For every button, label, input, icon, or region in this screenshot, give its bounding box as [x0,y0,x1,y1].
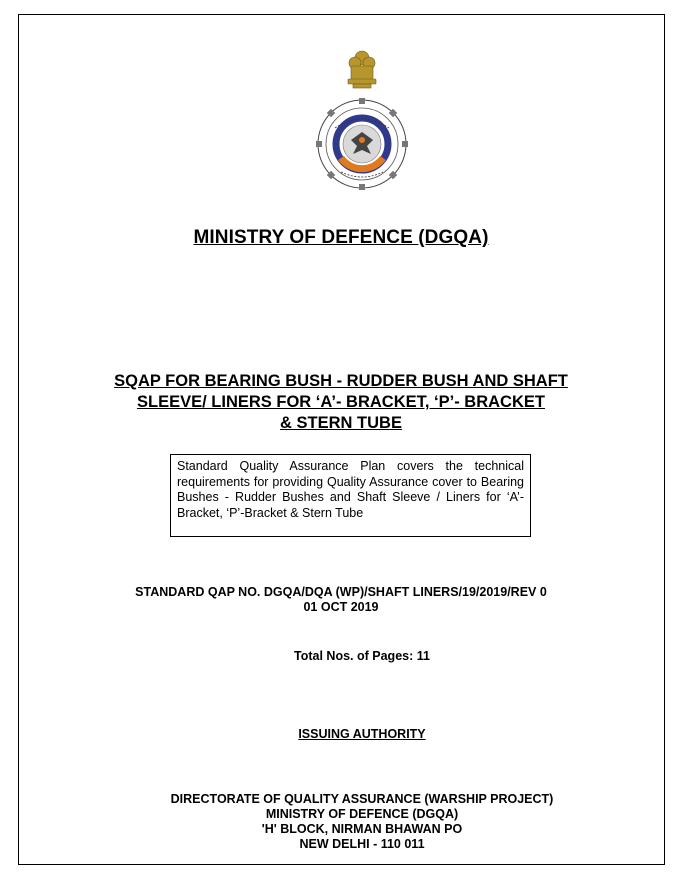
address-line-4: NEW DELHI - 110 011 [299,837,425,851]
ministry-title: MINISTRY OF DEFENCE (DGQA) [193,227,489,248]
address-line-3: 'H' BLOCK, NIRMAN BHAWAN PO [261,822,463,836]
address-line-1: DIRECTORATE OF QUALITY ASSURANCE (WARSHIP PROJECT) [170,792,554,806]
total-pages: Total Nos. of Pages: 11 [294,649,430,663]
issuing-authority-heading: ISSUING AUTHORITY [298,727,426,741]
qap-number-block [0,585,682,615]
document-title-line-1: SQAP FOR BEARING BUSH - RUDDER BUSH AND SHAFT [114,372,568,390]
scope-box: Standard Quality Assurance Plan covers the technical requirements for providing Quality Assurance cover to Bearing Bushes - Rudder Bushes and Shaft Sleeve / Liners for ‘A’-Bracket, ‘P’-Bracket & Stern Tube [170,454,531,537]
document-title-line-2: SLEEVE/ LINERS FOR ‘A’- BRACKET, ‘P’- BRACKET [137,393,545,411]
address-line-2: MINISTRY OF DEFENCE (DGQA) [265,807,459,821]
document-title-line-3: & STERN TUBE [280,414,402,432]
issuing-address [0,792,682,852]
document-title [0,371,682,434]
dgqa-emblem-icon [311,48,413,208]
qap-number: STANDARD QAP NO. DGQA/DQA (WP)/SHAFT LINERS/19/2019/REV 0 [135,585,547,599]
qap-date: 01 OCT 2019 [303,600,379,614]
